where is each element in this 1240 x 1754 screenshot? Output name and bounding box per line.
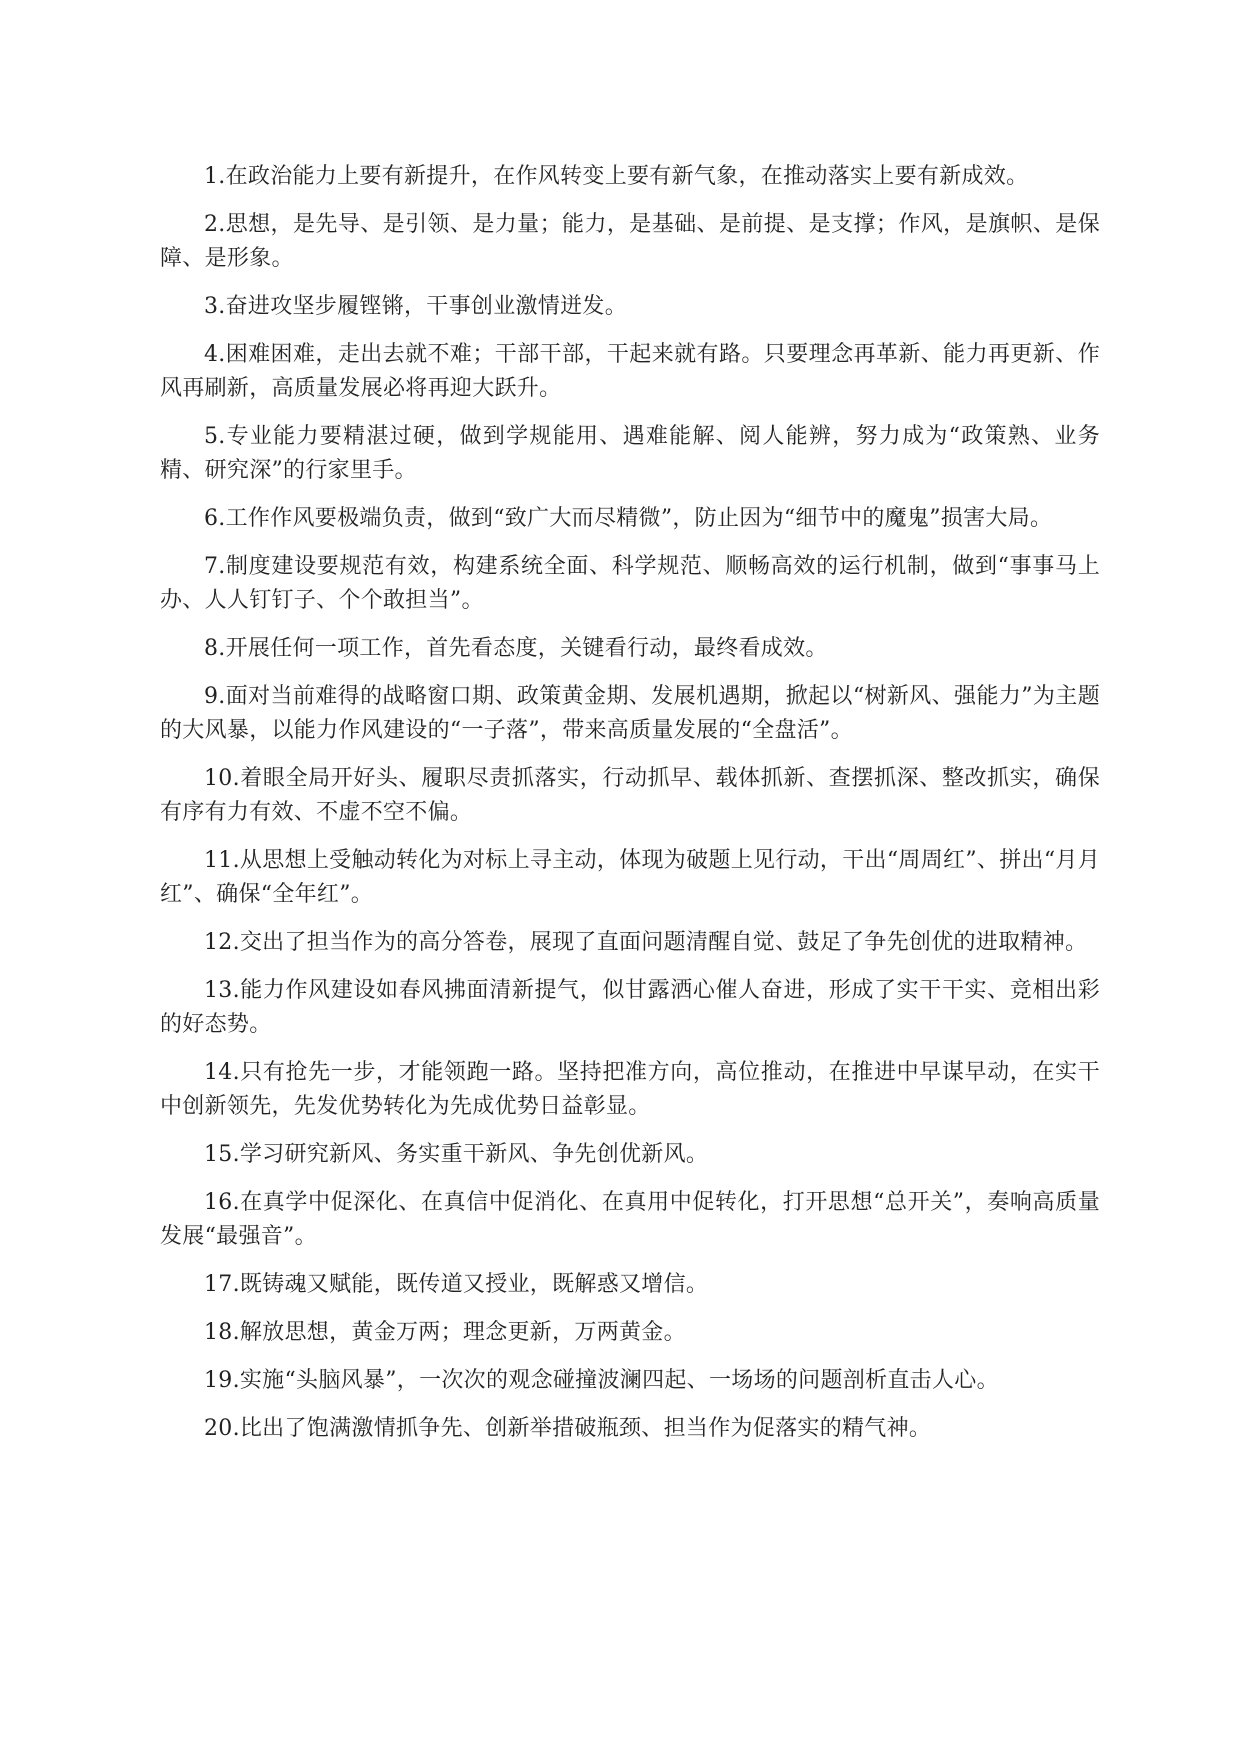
paragraph-14: 14.只有抢先一步，才能领跑一路。坚持把准方向，高位推动，在推进中早谋早动，在实干中创新领先，先发优势转化为先成优势日益彰显。 bbox=[160, 1060, 1100, 1119]
paragraph-7: 7.制度建设要规范有效，构建系统全面、科学规范、顺畅高效的运行机制，做到“事事马上办、人人钉钉子、个个敢担当”。 bbox=[160, 554, 1100, 613]
paragraph-15: 15.学习研究新风、务实重干新风、争先创优新风。 bbox=[204, 1142, 709, 1167]
paragraph-1: 1.在政治能力上要有新提升，在作风转变上要有新气象，在推动落实上要有新成效。 bbox=[204, 164, 1029, 189]
document-body bbox=[160, 160, 1100, 1460]
paragraph-11: 11.从思想上受触动转化为对标上寻主动，体现为破题上见行动，干出“周周红”、拼出“月月红”、确保“全年红”。 bbox=[160, 848, 1100, 907]
paragraph-20: 20.比出了饱满激情抓争先、创新举措破瓶颈、担当作为促落实的精气神。 bbox=[204, 1416, 932, 1441]
paragraph-13: 13.能力作风建设如春风拂面清新提气，似甘露洒心催人奋进，形成了实干干实、竞相出彩的好态势。 bbox=[160, 978, 1100, 1037]
paragraph-3: 3.奋进攻坚步履铿锵，干事创业激情迸发。 bbox=[204, 294, 627, 319]
paragraph-4: 4.困难困难，走出去就不难；干部干部，干起来就有路。只要理念再革新、能力再更新、作风再刷新，高质量发展必将再迎大跃升。 bbox=[160, 342, 1100, 401]
paragraph-5: 5.专业能力要精湛过硬，做到学规能用、遇难能解、阅人能辨，努力成为“政策熟、业务精、研究深”的行家里手。 bbox=[160, 424, 1100, 483]
paragraph-8: 8.开展任何一项工作，首先看态度，关键看行动，最终看成效。 bbox=[204, 636, 828, 661]
paragraph-6: 6.工作作风要极端负责，做到“致广大而尽精微”，防止因为“细节中的魔鬼”损害大局。 bbox=[204, 506, 1053, 531]
paragraph-10: 10.着眼全局开好头、履职尽责抓落实，行动抓早、载体抓新、查摆抓深、整改抓实，确保有序有力有效、不虚不空不偏。 bbox=[160, 766, 1100, 825]
paragraph-2: 2.思想，是先导、是引领、是力量；能力，是基础、是前提、是支撑；作风，是旗帜、是保障、是形象。 bbox=[160, 212, 1100, 271]
paragraph-17: 17.既铸魂又赋能，既传道又授业，既解惑又增信。 bbox=[204, 1272, 709, 1297]
paragraph-18: 18.解放思想，黄金万两；理念更新，万两黄金。 bbox=[204, 1320, 686, 1345]
paragraph-19: 19.实施“头脑风暴”，一次次的观念碰撞波澜四起、一场场的问题剖析直击人心。 bbox=[204, 1368, 999, 1393]
paragraph-16: 16.在真学中促深化、在真信中促消化、在真用中促转化，打开思想“总开关”，奏响高质量发展“最强音”。 bbox=[160, 1190, 1100, 1249]
paragraph-9: 9.面对当前难得的战略窗口期、政策黄金期、发展机遇期，掀起以“树新风、强能力”为主题的大风暴，以能力作风建设的“一子落”，带来高质量发展的“全盘活”。 bbox=[160, 684, 1100, 743]
paragraph-12: 12.交出了担当作为的高分答卷，展现了直面问题清醒自觉、鼓足了争先创优的进取精神。 bbox=[204, 930, 1088, 955]
